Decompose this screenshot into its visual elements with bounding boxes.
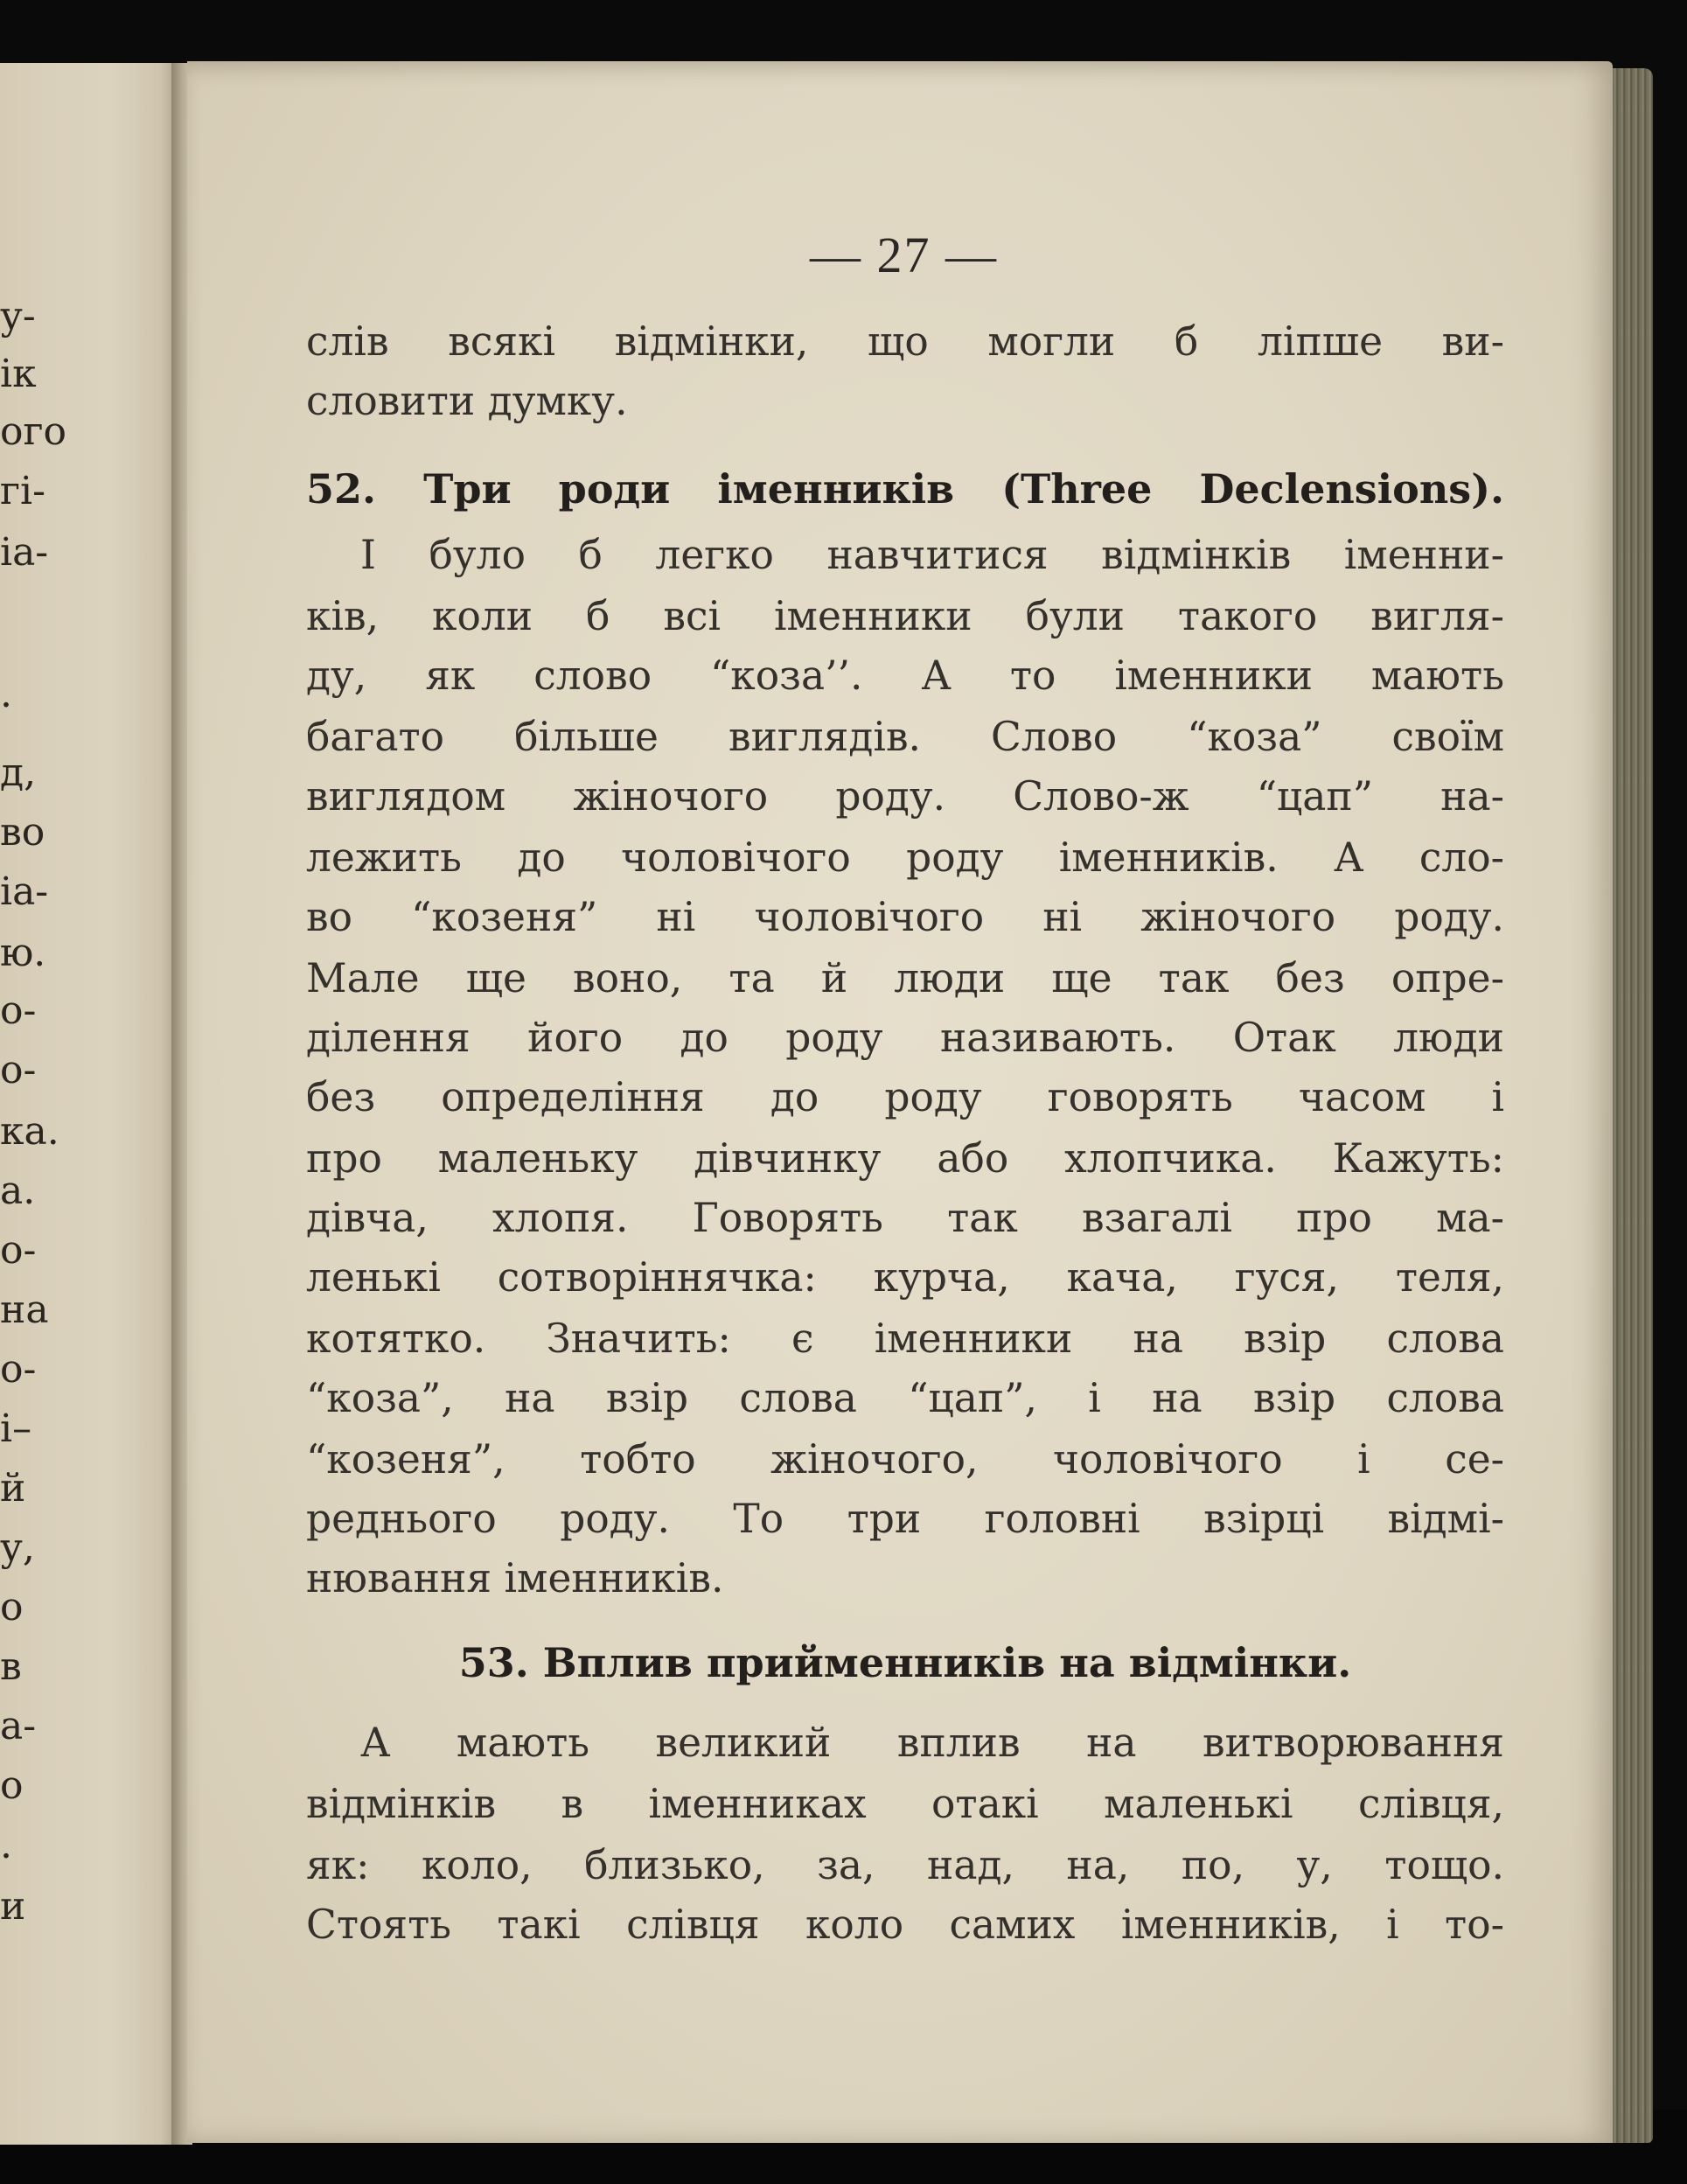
text-line: дівча, хлопя. Говорять так взагалі про ма- xyxy=(306,1195,1504,1241)
left-page-text: у, xyxy=(0,1525,35,1570)
left-page-text: в xyxy=(0,1644,22,1689)
text-line: котятко. Значить: є іменники на взір слова xyxy=(306,1315,1504,1362)
text-line: ків, коли б всі іменники були такого вигля- xyxy=(306,593,1504,639)
left-page-text: во xyxy=(0,810,45,855)
left-page-text: й xyxy=(0,1466,26,1511)
text-line: лежить до чоловічого роду іменників. А сло- xyxy=(306,834,1504,881)
section-heading-52: 52. Три роди іменників (Three Declensions). xyxy=(306,465,1504,513)
page-edges xyxy=(1613,68,1653,2143)
page-number: — 27 — xyxy=(810,227,998,283)
left-page-text: а- xyxy=(0,1704,37,1748)
text-line: Мале ще воно, та й люди ще так без опре- xyxy=(306,955,1504,1001)
text-line: “коза”, на взір слова “цап”, і на взір слова xyxy=(306,1375,1504,1421)
text-line: Стоять такі слівця коло самих іменників, і то- xyxy=(306,1901,1504,1948)
text-line: про маленьку дівчинку або хлопчика. Кажуть: xyxy=(306,1135,1504,1182)
section-heading-53: 53. Вплив прийменників на відмінки. xyxy=(458,1639,1352,1686)
text-line: багато більше виглядів. Слово “коза” своїм xyxy=(306,714,1504,760)
left-page-text: о- xyxy=(0,1048,37,1092)
text-line: “козеня”, тобто жіночого, чоловічого і се- xyxy=(306,1436,1504,1483)
left-page-text: и xyxy=(0,1884,26,1929)
text-line: нювання іменників. xyxy=(306,1555,724,1601)
text-line: А мають великий вплив на витворювання xyxy=(360,1720,1504,1766)
left-page-text: о xyxy=(0,1585,24,1629)
left-page-text: ого xyxy=(0,409,67,454)
left-page-text: на xyxy=(0,1287,49,1332)
left-page-text: о xyxy=(0,1763,24,1808)
text-line: ленькі сотворіннячка: курча, кача, гуся, теля, xyxy=(306,1254,1504,1301)
left-page-text: ю. xyxy=(0,931,46,975)
text-line: І було б легко навчитися відмінків іменни- xyxy=(360,532,1504,578)
left-page-text: а. xyxy=(0,1169,36,1213)
left-page-text: д, xyxy=(0,750,37,795)
left-page-text: . xyxy=(0,672,12,716)
left-page-fragment xyxy=(0,63,182,2145)
text-line: відмінків в іменниках отакі маленькі слівця, xyxy=(306,1781,1504,1827)
left-page-text: о- xyxy=(0,988,37,1033)
text-line: виглядом жіночого роду. Слово-ж “цап” на- xyxy=(306,773,1504,820)
text-line: як: коло, близько, за, над, на, по, у, тощо. xyxy=(306,1842,1504,1888)
text-line: ду, як слово “коза’’. А то іменники мають xyxy=(306,652,1504,699)
left-page-text: ік xyxy=(0,352,37,396)
left-page-text: о- xyxy=(0,1228,37,1273)
text-line: реднього роду. То три головні взірці відмі- xyxy=(306,1496,1504,1542)
left-page-text: . xyxy=(0,1823,12,1867)
left-page-text: гі- xyxy=(0,469,45,513)
left-page-text: і– xyxy=(0,1406,32,1451)
text-line: без определіння до роду говорять часом і xyxy=(306,1074,1504,1120)
text-line: слів всякі відмінки, що могли б ліпше ви- xyxy=(306,318,1504,365)
left-page-text: у- xyxy=(0,294,36,338)
text-line: словити думку. xyxy=(306,378,628,424)
text-line: во “козеня” ні чоловічого ні жіночого роду. xyxy=(306,894,1504,940)
left-page-text: о- xyxy=(0,1347,37,1392)
left-page-text: іа- xyxy=(0,869,49,914)
left-page-text: іа- xyxy=(0,530,49,575)
text-line: ділення його до роду називають. Отак люди xyxy=(306,1015,1504,1061)
left-page-text: ка. xyxy=(0,1109,59,1154)
